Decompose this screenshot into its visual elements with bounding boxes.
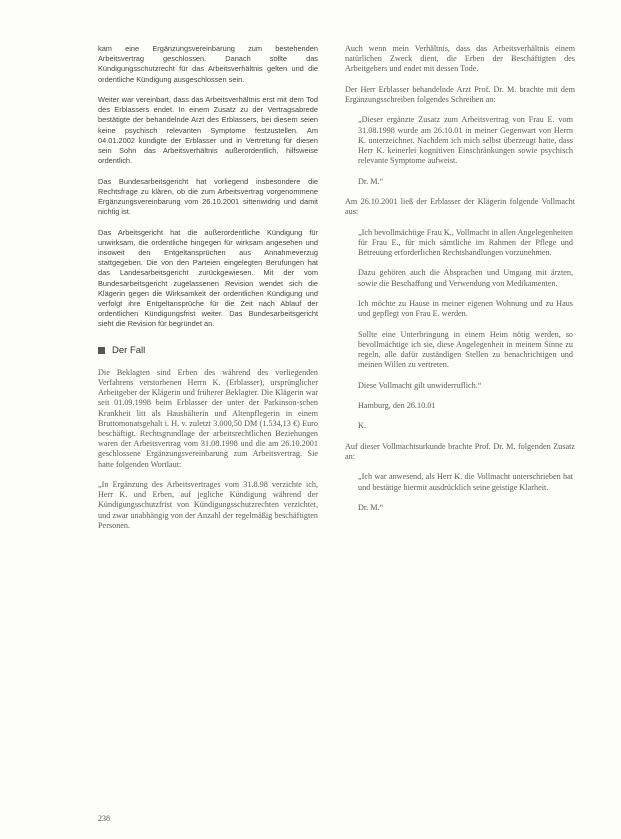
paragraph: Das Arbeitsgericht hat die außerordentliche Kündigung für unwirksam, die ordentliche hingegen für wirksam angesehen und insoweit den Entgeltansprüchen aus Annahmeverzug stattgegeben. Die von den Parteien eingelegten Berufungen hat das Landesarbeitsgericht zurückgewiesen. Mit der vom Bundesarbeitsgericht zugelassenen Revision wendet sich die Klägerin gegen die Wirksamkeit der ordentlichen Kündigung und verfolgt ihre Entgeltansprüche für die Zeit nach Ablauf der ordentlichen Kündigungsfrist weiter. Das Bundesarbeitsgericht sieht die Revision für begründet an. xyxy=(98,227,318,329)
paragraph: „In Ergänzung des Arbeitsvertrages vom 31.8.98 verzichte ich, Herr K. und Erben, auf jegliche Kündigung während der Kündigungsschutzfrist von Kündigungsschutzrechten verzichtet, und zwar unabhängig von der Anzahl der regelmäßig beschäftigten Personen. xyxy=(98,480,318,530)
right-column xyxy=(345,44,575,523)
quote: „Ich war anwesend, als Herr K. die Vollmacht unterschrieben hat und bestätige hiermit ausdrücklich seine geistige Klarheit. xyxy=(358,472,573,492)
paragraph: Das Bundesarbeitsgericht hat vorliegend insbesondere die Rechtsfrage zu klären, ob die zum Arbeitsvertrag vorgenommene Ergänzungsvereinbarung vom 26.10.2001 sittenwidrig und damit nichtig ist. xyxy=(98,176,318,217)
page-number: 238 xyxy=(98,814,110,823)
paragraph: Auch wenn mein Verhältnis, dass das Arbeitsverhältnis einem natürlichen Zweck dient, die Erben der Beschäftigten des Arbeitgebers und endet mit dessen Tode. xyxy=(345,44,575,74)
quote: „Dieser ergänzte Zusatz zum Arbeitsvertrag von Frau E. vom 31.08.1998 wurde am 26.10.01 in meiner Gegenwart von Herrn K. unterzeichnet. Nachdem ich mich selbst überzeugt hatte, dass Herr K. keinerlei kognitiven Einschränkungen sowie psychisch relevante Symptome aufweist. xyxy=(358,115,573,166)
left-column xyxy=(98,44,318,541)
quote: Dazu gehören auch die Absprachen und Umgang mit ärzten, sowie die Beschaffung und Verwendung von Medikamenten. xyxy=(358,268,573,288)
paragraph: kam eine Ergänzungsvereinbarung zum bestehenden Arbeitsvertrag geschlossen. Danach sollte das Kündigungsschutzrecht für das Arbeitsverhältnis gelten und die ordentliche Kündigung ausgeschlossen sein. xyxy=(98,44,318,84)
paragraph: Der Herr Erblasser behandelnde Arzt Prof. Dr. M. brachte mit dem Ergänzungsschreiben folgendes Schreiben an: xyxy=(345,84,575,104)
section-heading-text: Der Fall xyxy=(112,344,146,356)
quote: Diese Vollmacht gilt unwiderruflich.“ xyxy=(358,380,482,390)
paragraph: Die Beklagten sind Erben des während des vorliegenden Verfahrens verstorbenen Herrn K. (Erblasser), ursprünglicher Arbeitgeber der Klägerin und früherer Beklagter. Die Klägerin war seit 01.09.1998 beim Erblasser der unter der Parkinson-schen Krankheit litt als Haushälterin und Altenpflegerin in einem Bruttomonatsgehalt i. H. v. zuletzt 3.000,50 DM (1.534,13 €) Euro beschäftigt. Rechtsgrundlage der arbeitsrechtlichen Beziehungen waren der Arbeitsvertrag vom 31.08.1998 und die am 26.10.2001 geschlossene Ergänzungsvereinbarung zum Arbeitsvertrag. Sie hatte folgenden Wortlaut: xyxy=(98,367,318,469)
quote-place-date: Hamburg, den 26.10.01 xyxy=(358,400,436,410)
section-heading xyxy=(98,346,318,356)
quote: Ich möchte zu Hause in meiner eigenen Wohnung und zu Haus und gepflegt von Frau E. werden. xyxy=(358,298,573,319)
paragraph: Weiter war vereinbart, dass das Arbeitsverhältnis erst mit dem Tod des Erblassers endet. In einem Zusatz zu der Vertragsabrede bestätigte der behandelnde Arzt des Erblassers, bei diesem seien keine psychisch relevanten Symptome festzustellen. Am 04.01.2002 kündigte der Erblasser und in Vertretung für diesen sein Sohn das Arbeitsverhältnis außerordentlich, hilfsweise ordentlich. xyxy=(98,95,318,166)
paragraph: Auf dieser Vollmachtsurkunde brachte Prof. Dr. M. folgenden Zusatz an: xyxy=(345,441,575,461)
paragraph: Am 26.10.2001 ließ der Erblasser der Klägerin folgende Vollmacht aus: xyxy=(345,196,575,217)
quote: „Ich bevollmächtige Frau K., Vollmacht in allen Angelegenheiten für Frau E., für mich sämtliche im Rahmen der Pflege und Betreuung erforderlichen Rechtshandlungen vorzunehmen. xyxy=(358,227,573,257)
quote-signature: Dr. M.“ xyxy=(358,176,384,186)
quote-signature: K. xyxy=(358,421,366,431)
quote-signature: Dr. M.“ xyxy=(358,502,384,512)
quote: Sollte eine Unterbringung in einem Heim nötig werden, so bevollmächtige ich sie, diese Angelegenheit in meinem Sinne zu regeln, alle dafür zuständigen Stellen zu benachrichtigen und meinen Willen zu vertreten. xyxy=(358,329,573,370)
square-bullet-icon xyxy=(98,347,105,354)
